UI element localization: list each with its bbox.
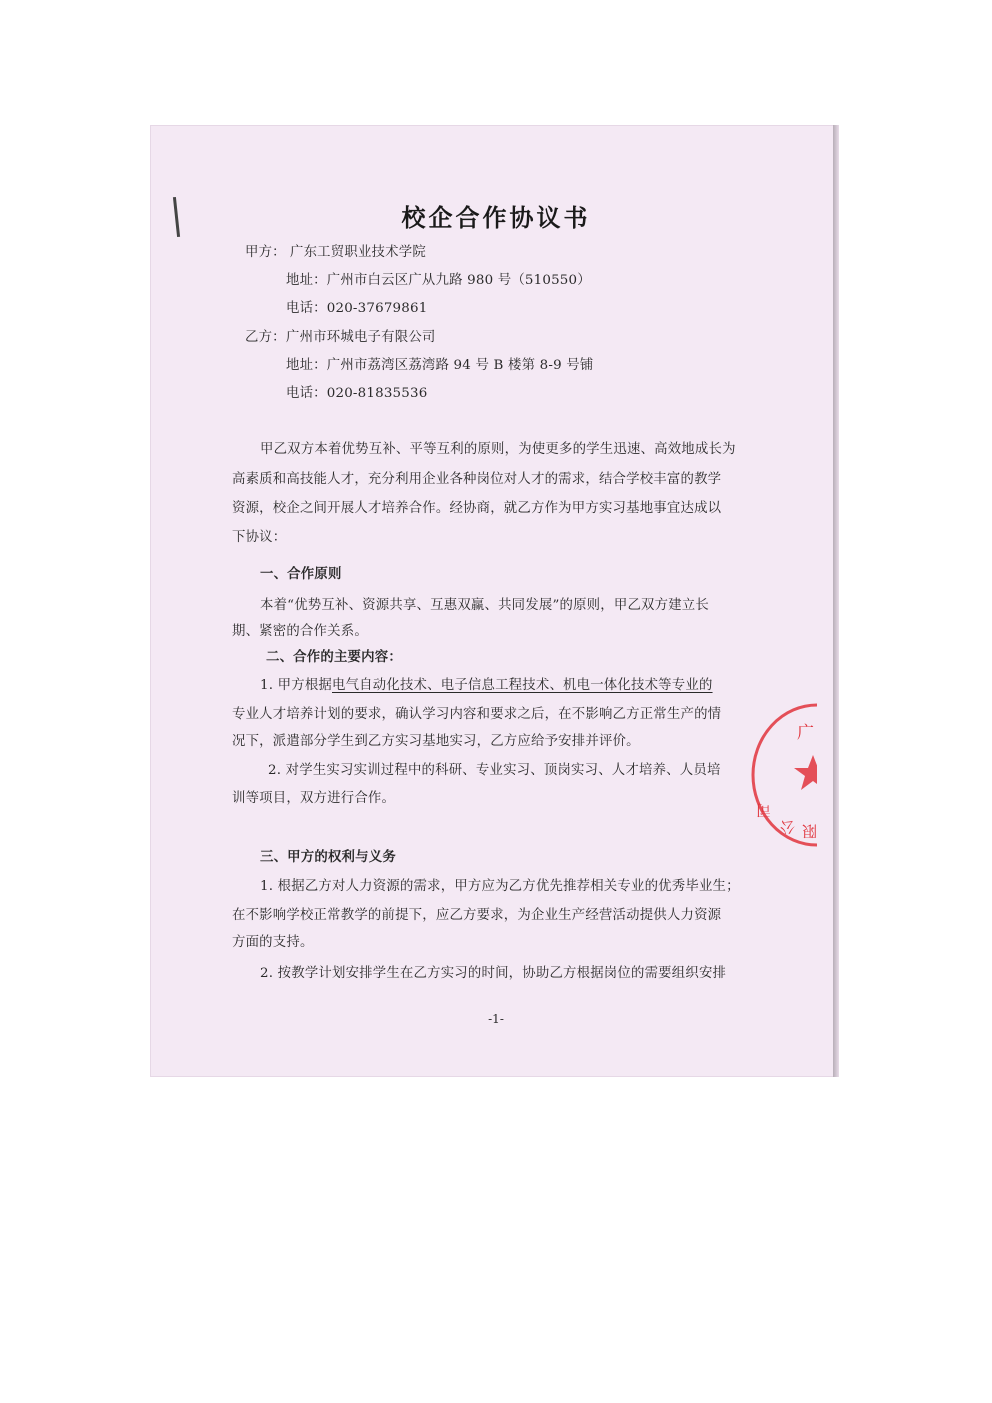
section1-line: 本着“优势互补、资源共享、互惠双赢、共同发展”的原则，甲乙双方建立长 <box>260 598 709 613</box>
seal-graphic <box>745 700 817 850</box>
party-b-label: 乙方： <box>245 330 286 345</box>
section2-item1-majors: 电气自动化技术、电子信息工程技术、机电一体化技术等专业的 <box>332 678 713 693</box>
seal-char: 公 <box>779 818 795 836</box>
party-b-address: 地址：广州市荔湾区荔湾路 94 号 B 楼第 8-9 号铺 <box>286 358 594 373</box>
section3-item1-line: 1. 根据乙方对人力资源的需求，甲方应为乙方优先推荐相关专业的优秀毕业生； <box>260 879 740 894</box>
party-b-name: 广州市环城电子有限公司 <box>286 330 436 345</box>
seal-char: 司 <box>755 801 771 819</box>
seal-star-icon <box>794 755 817 790</box>
intro-line: 下协议： <box>232 530 287 545</box>
section3-item1-line: 方面的支持。 <box>232 935 314 950</box>
party-a-phone: 电话：020-37679861 <box>286 301 428 316</box>
seal-char: 广 <box>797 723 814 743</box>
page-number: -1- <box>488 1012 504 1026</box>
section2-item2-line: 2. 对学生实习实训过程中的科研、专业实习、顶岗实习、人才培养、人员培 <box>268 763 721 778</box>
document-title: 校企合作协议书 <box>401 204 591 232</box>
seal-char: 限 <box>801 822 817 840</box>
section1-line: 期、紧密的合作关系。 <box>232 624 368 639</box>
section-heading-content: 二、合作的主要内容： <box>266 650 402 665</box>
intro-line: 资源，校企之间开展人才培养合作。经协商，就乙方作为甲方实习基地事宜达成以 <box>232 501 722 516</box>
intro-line: 高素质和高技能人才，充分利用企业各种岗位对人才的需求，结合学校丰富的教学 <box>232 472 722 487</box>
section2-item1-prefix: 1. 甲方根据 <box>260 678 332 693</box>
section3-item1-line: 在不影响学校正常教学的前提下，应乙方要求，为企业生产经营活动提供人力资源 <box>232 908 722 923</box>
party-a-label: 甲方： <box>245 245 286 260</box>
section2-item1-line: 专业人才培养计划的要求，确认学习内容和要求之后，在不影响乙方正常生产的情 <box>232 707 722 722</box>
company-seal <box>745 700 817 850</box>
section-heading-principles: 一、合作原则 <box>260 567 342 582</box>
section2-item1-first-line <box>260 677 713 694</box>
section3-item2-line: 2. 按教学计划安排学生在乙方实习的时间，协助乙方根据岗位的需要组织安排 <box>260 966 727 981</box>
intro-line: 甲乙双方本着优势互补、平等互利的原则，为使更多的学生迅速、高效地成长为 <box>260 442 736 457</box>
section-heading-party-a-rights: 三、甲方的权利与义务 <box>260 850 396 865</box>
party-b-phone: 电话：020-81835536 <box>286 386 428 401</box>
party-a-name: 广东工贸职业技术学院 <box>290 245 426 260</box>
party-a-address: 地址：广州市白云区广从九路 980 号（510550） <box>286 273 591 288</box>
section2-item1-line: 况下，派遣部分学生到乙方实习基地实习，乙方应给予安排并评价。 <box>232 734 640 749</box>
section2-item2-line: 训等项目，双方进行合作。 <box>232 791 396 806</box>
page-edge-shadow <box>833 125 839 1077</box>
